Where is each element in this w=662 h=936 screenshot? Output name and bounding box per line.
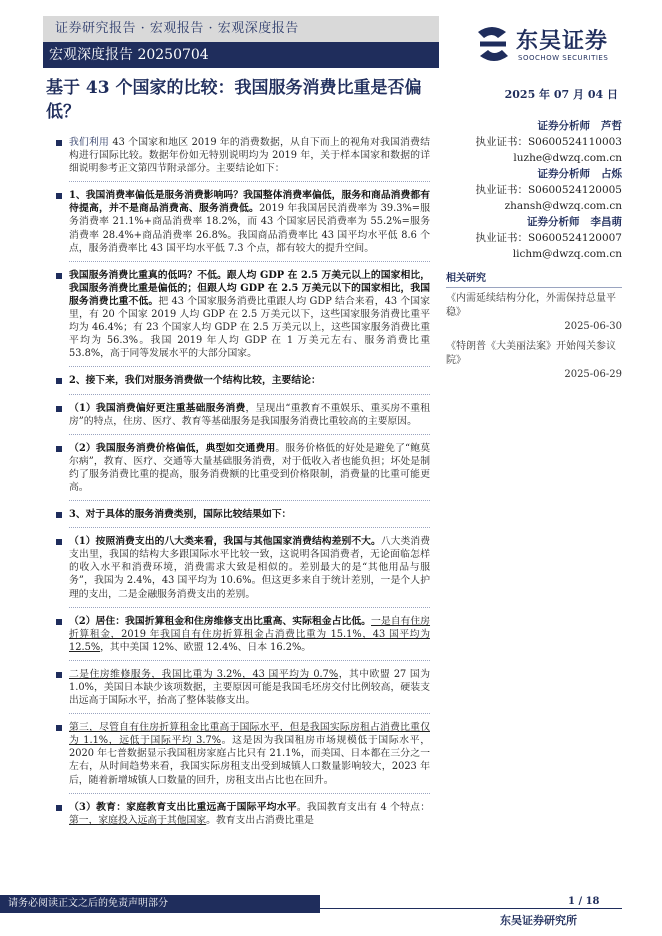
analyst-1 <box>446 118 622 166</box>
divider <box>69 261 430 262</box>
analyst-list <box>446 118 622 262</box>
analyst-email[interactable]: lichm@dwzq.com.cn <box>512 248 622 260</box>
analyst-role: 证券分析师 <box>537 120 591 132</box>
analyst-2 <box>446 166 622 214</box>
related-item-title[interactable]: 《特朗普《大美丽法案》开始闯关参议院》 <box>446 341 616 366</box>
divider <box>69 713 430 714</box>
divider <box>69 500 430 501</box>
para-text: ，呈现出“重教育不重娱乐、重买房不重租房”的特点，住房、医疗、教育等基础服务是我国服务消费比重较高的主要原因。 <box>69 402 430 427</box>
para-text: 把 43 个国家服务消费比重跟人均 GDP 结合来看，43 个国家里，有 20 个国家 2019 人均 GDP 在 2.5 万美元以下，这些国家服务消费比重平均为 46.4%；有 23 个国家人均 GDP 在 2.5 万美元以上，这些国家服务消费比重平均为 56.3%。我国 2019 年人均 GDP 在 1 万美元左右、服务消费比重 53.8%，高于同等发展水平的大部分国家。 <box>69 295 431 360</box>
summary-paragraph <box>56 269 430 361</box>
para-bold: （2）我国服务消费价格偏低，典型如交通费用 <box>69 442 276 454</box>
summary-paragraph <box>56 136 430 175</box>
divider <box>69 434 430 435</box>
bullet-square-icon <box>56 725 62 731</box>
bullet-square-icon <box>56 446 62 452</box>
report-title: 基于 43 个国家的比较：我国服务消费比重是否偏低？ <box>46 78 422 122</box>
report-type-line: 宏观深度报告 20250704 <box>43 42 439 68</box>
analyst-cert: 执业证书：S0600524110003 <box>475 136 622 148</box>
divider <box>69 181 430 182</box>
para-bold: 我国服务消费比重真的低吗？不低。跟人均 GDP 在 2.5 万美元以上的国家相比，我国服务消费比重是偏低的；但跟人均 GDP 在 2.5 万美元以下的国家相比，我国服务消费比重不低。 <box>69 269 430 307</box>
related-item-date: 2025-06-30 <box>564 321 622 332</box>
company-logo <box>474 22 624 68</box>
bullet-square-icon <box>56 406 62 412</box>
para-bold: （3）教育：家庭教育支出比重远高于国际平均水平 <box>69 801 297 813</box>
summary-paragraph <box>56 442 430 494</box>
para-underline: 第三，尽管自有住房折算租金比重高于国际水平，但是我国实际房租占消费比重仅为 1.1%，远低于国际平均 3.7% <box>69 722 430 747</box>
analyst-3 <box>446 214 622 262</box>
bullet-square-icon <box>56 273 62 279</box>
bullet-square-icon <box>56 539 62 545</box>
bullet-square-icon <box>56 805 62 811</box>
summary-paragraph <box>56 535 430 600</box>
para-bold: 2、接下来，我们对服务消费做一个结构比较，主要结论： <box>69 375 321 387</box>
footer-institute: 东吴证券研究所 <box>500 914 577 927</box>
bullet-square-icon <box>56 672 62 678</box>
para-bold: （1）我国消费偏好更注重基础服务消费 <box>69 402 246 414</box>
analyst-name: 芦哲 <box>601 120 622 132</box>
summary-paragraph <box>56 374 430 387</box>
bullet-square-icon <box>56 140 62 146</box>
summary-body <box>56 136 430 833</box>
para-lead: 我们利用 <box>69 137 110 148</box>
related-research <box>446 271 622 388</box>
para-bold: 3、对于具体的服务消费类别，国际比较结果如下： <box>69 509 292 521</box>
para-text: 43 个国家和地区 2019 年的消费数据，从自下而上的视角对我国消费结构进行国际比较。数据年份如无特别说明均为 2019 年，关于样本国家和数据的详细说明参考正文第四节附录部分。主要结论如下： <box>69 137 430 175</box>
para-text: 。服务价格低的好处是避免了“鲍莫尔病”，教育、医疗、交通等大量基础服务消费，对于低收入者也能负担；坏处是制约了服务消费比重的提高，服务消费额的比重受到价格限制，消费量的比重可能更高。 <box>69 442 430 493</box>
para-text: ，其中美国 12%、欧盟 12.4%、日本 16.2%。 <box>100 641 312 653</box>
summary-paragraph <box>56 801 430 827</box>
divider <box>69 607 430 608</box>
summary-paragraph <box>56 615 430 654</box>
para-bold: （2）居住：我国折算租金和住房维修支出比重高、实际租金占比低。 <box>69 615 372 627</box>
para-text: 2019 年我国居民消费率为 39.3%=服务消费率 21.1%+商品消费率 18.2%，而 43 个国家居民消费率为 55.2%=服务消费率 28.4%+商品消费率 26.8%。我国商品消费率比 43 国平均水平低 8.6 个点，服务消费率比 43 国平均水平低 7.3 个点，都有较大的提升空间。 <box>69 203 430 254</box>
logo-english: SOOCHOW SECURITIES <box>518 54 609 62</box>
para-text: 。这是因为我国租房市场规模低于国际水平，2020 年七普数据显示我国租房家庭占比只有 21.1%，而美国、日本都在三分之一左右，从时间趋势来看，我国实际房租支出受到城镇人口数量影响较大，2023 年后，随着新增城镇人口数量的回升，房租支出占比也在回升。 <box>69 735 430 786</box>
footer-disclaimer: 请务必阅读正文之后的免责声明部分 <box>8 898 168 909</box>
para-underline: 二是住房维修服务，我国比重为 3.2%，43 国平均为 0.7% <box>69 668 339 680</box>
logo-mark-icon <box>474 24 512 64</box>
analyst-email[interactable]: zhansh@dwzq.com.cn <box>504 200 622 212</box>
para-text: 。教育支出占消费比重是 <box>206 814 314 826</box>
divider <box>69 660 430 661</box>
para-bold: 1、我国消费率偏低是服务消费影响吗？我国整体消费率偏低，服务和商品消费都有待提高，并不是商品消费高、服务消费低。 <box>69 190 430 215</box>
divider <box>69 527 430 528</box>
bullet-square-icon <box>56 193 62 199</box>
divider <box>69 394 430 395</box>
analyst-name: 李昌萌 <box>590 216 622 228</box>
summary-paragraph <box>56 189 430 254</box>
para-text: ，其中欧盟 27 国为 1.0%，美国日本缺少该项数据，主要原因可能是我国毛坯房交付比例较高，硬装支出远高于国际水平，抬高了整体装修支出。 <box>69 668 430 707</box>
footer-line <box>43 908 622 909</box>
analyst-role: 证券分析师 <box>537 168 591 180</box>
summary-paragraph <box>56 508 430 521</box>
analyst-email[interactable]: luzhe@dwzq.com.cn <box>513 152 622 164</box>
related-item-date: 2025-06-29 <box>564 369 622 380</box>
summary-paragraph <box>56 668 430 707</box>
related-item-title[interactable]: 《内需延续结构分化，外需保持总量平稳》 <box>446 293 616 318</box>
bullet-square-icon <box>56 619 62 625</box>
para-underline: 第一，家庭投入远高于其他国家 <box>69 814 207 826</box>
page-number: 1 / 18 <box>568 896 600 907</box>
analyst-name: 占烁 <box>601 168 622 180</box>
divider <box>69 366 430 367</box>
divider <box>69 793 430 794</box>
report-date: 2025 年 07 月 04 日 <box>504 88 618 101</box>
bullet-square-icon <box>56 378 62 384</box>
para-text: 。我国教育支出有 4 个特点： <box>296 801 430 813</box>
para-underline: 一是自有住房折算租金，2019 年我国自有住房折算租金占消费比重为 15.1%，43 国平均为 12.5% <box>69 615 431 653</box>
para-bold: （1）按照消费支出的八大类来看，我国与其他国家消费结构差别不大。 <box>69 536 381 548</box>
analyst-cert: 执业证书：S0600524120005 <box>475 184 622 196</box>
para-text: 八大类消费支出里，我国的结构大多跟国际水平比较一致，这说明各国消费者，无论面临怎样的收入水平和消费环境，消费需求大致是相似的。差别最大的是“其他用品与服务”，我国为 2.4%，43 国平均为 10.6%。但这更多来自于统计差别，一是个人护理的支出，二是金融服务消费支出的差别。 <box>69 536 430 600</box>
summary-paragraph <box>56 721 430 786</box>
analyst-cert: 执业证书：S0600524120007 <box>475 232 622 244</box>
bullet-square-icon <box>56 512 62 518</box>
summary-paragraph <box>56 402 430 428</box>
logo-name: 东吴证券 <box>516 29 609 54</box>
related-heading: 相关研究 <box>446 271 622 288</box>
breadcrumb: 证券研究报告 · 宏观报告 · 宏观深度报告 <box>43 16 439 42</box>
analyst-role: 证券分析师 <box>527 216 580 228</box>
